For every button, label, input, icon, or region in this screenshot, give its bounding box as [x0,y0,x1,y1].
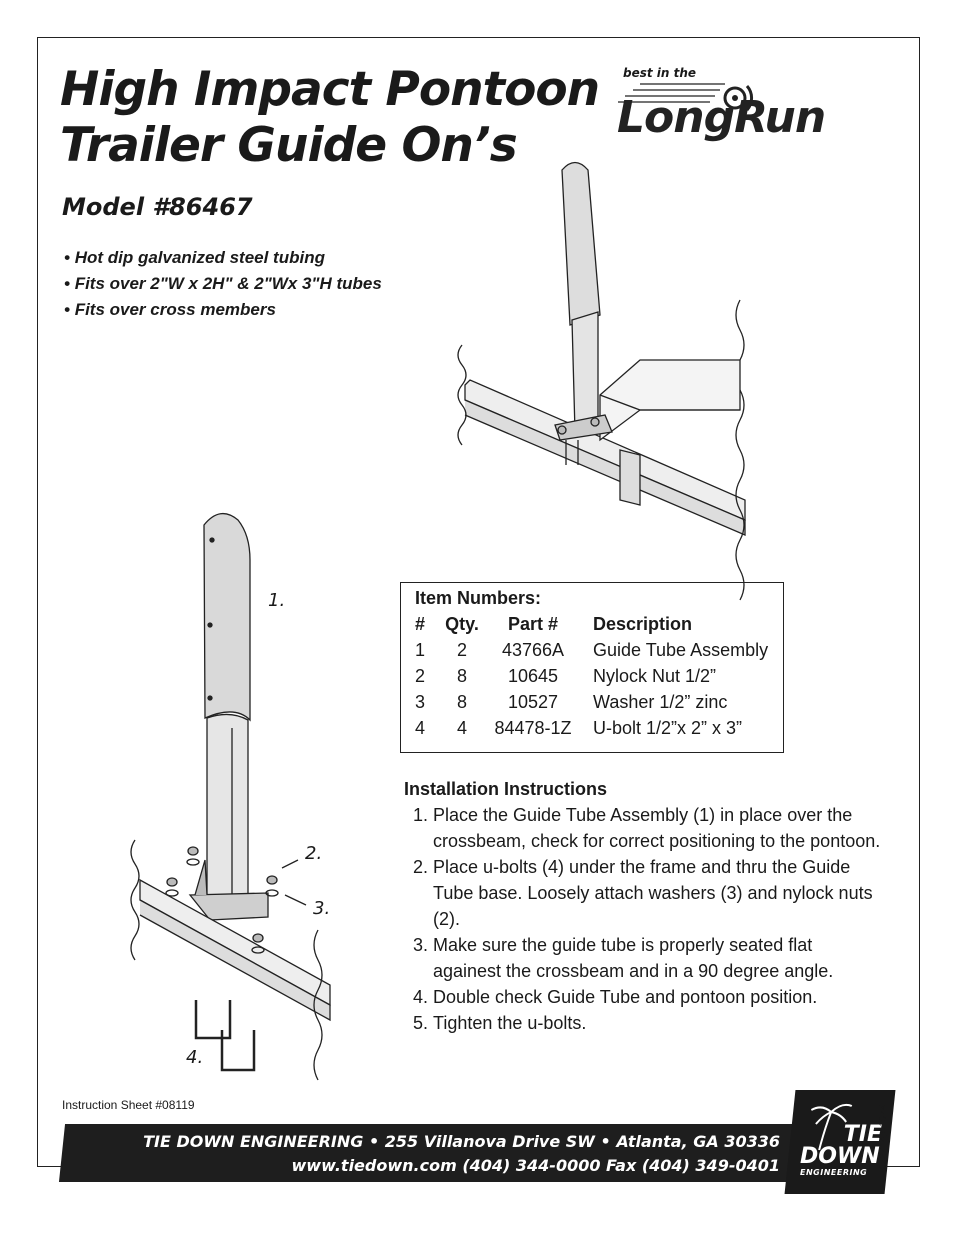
cell: 8 [456,691,467,712]
install-step: 4. Double check Guide Tube and pontoon position. [433,984,884,1010]
installation-instructions [404,776,884,1036]
instruction-sheet-number: Instruction Sheet #08119 [62,1098,195,1112]
cell: Nylock Nut 1/2” [593,665,717,686]
cell: 2 [456,639,467,660]
items-heading: Item Numbers: [415,588,542,608]
install-heading: Installation Instructions [404,779,608,799]
footer-contact [70,1130,780,1178]
guide-tube-top-cap [562,163,600,326]
callout-2: 2. [305,843,323,864]
title-line-1: High Impact Pontoon [60,62,600,117]
item-numbers-box [400,582,784,753]
u-bolt [196,1000,230,1038]
col-description: Description [593,613,693,634]
parts-table [415,611,768,741]
feature-item: • Fits over 2"W x 2H" & 2"Wx 3"H tubes [64,271,382,297]
model-number: Model #86467 [62,193,253,221]
install-steps [404,802,884,1036]
cell: Guide Tube Assembly [593,639,769,660]
wavy-break-left-bottom [131,840,139,960]
install-step: 1. Place the Guide Tube Assembly (1) in place over the crossbeam, check for correct positioning to the pontoon. [433,802,884,854]
cell: Washer 1/2” zinc [593,691,728,712]
brand-engineering: ENGINEERING [800,1168,868,1177]
cell: 2 [415,665,426,686]
callout-3: 3. [313,898,331,919]
col-part: Part # [507,613,559,634]
title-line-2: Trailer Guide On’s [60,118,517,173]
feature-item: • Fits over cross members [64,297,382,323]
cell: 8 [456,665,467,686]
logo-tagline: best in the [623,66,697,80]
footer-address: TIE DOWN ENGINEERING • 255 Villanova Drive SW • Atlanta, GA 30336 [143,1132,780,1151]
callout-4: 4. [186,1047,204,1068]
cell: 4 [415,717,426,738]
cell: 4 [456,717,467,738]
table-row [415,689,768,715]
footer-phone-web: www.tiedown.com (404) 344-0000 Fax (404) 349-0401 [291,1156,780,1175]
cell: 10527 [507,691,559,712]
table-row [415,715,768,741]
guide-tube-post [207,714,248,908]
callout-1: 1. [268,590,286,611]
cell: 43766A [501,639,565,660]
brand-tie: TIE [843,1122,882,1147]
cell: 84478-1Z [494,717,572,738]
cell: U-bolt 1/2”x 2” x 3” [593,717,743,738]
col-qty: Qty. [445,613,479,634]
table-header-row [415,611,768,637]
feature-item: • Hot dip galvanized steel tubing [64,245,382,271]
install-step: 3. Make sure the guide tube is properly seated flat againest the crossbeam and in a 90 degree angle. [433,932,884,984]
document-code: 052714,A1074 [878,1104,889,1170]
install-step: 5. Tighten the u-bolts. [433,1010,884,1036]
table-row [415,663,768,689]
install-step: 2. Place u-bolts (4) under the frame and thru the Guide Tube base. Loosely attach washers (3) and nylock nuts (2). [433,854,884,932]
logo-wordmark: LongRun [617,92,826,143]
guide-tube-cap [204,514,250,720]
pontoon-top [600,360,740,440]
cell: 1 [415,639,426,660]
cell: 3 [415,691,426,712]
col-number: # [415,613,426,634]
tie-down-wordmark [800,1124,882,1178]
brand-down: DOWN [800,1144,880,1169]
wavy-break-right-top [736,300,744,600]
guide-tube-top-post [572,312,598,432]
table-row [415,637,768,663]
cell: 10645 [507,665,559,686]
